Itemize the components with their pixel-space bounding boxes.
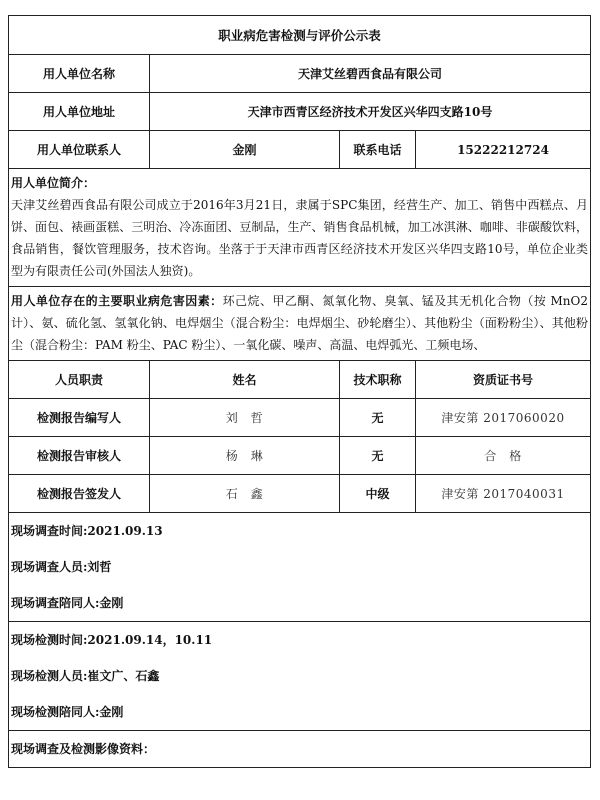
survey-time: 现场调查时间:2021.09.13: [11, 524, 163, 538]
staff-title: 中级: [340, 475, 416, 513]
intro-heading: 用人单位简介：: [11, 176, 96, 190]
staff-name: 杨 琳: [150, 437, 340, 475]
employer-name-label: 用人单位名称: [9, 55, 150, 93]
staff-header-cert: 资质证书号: [416, 361, 591, 399]
disclosure-sheet: [8, 15, 590, 768]
testing-escort: 现场检测陪同人:金刚: [11, 705, 124, 719]
staff-header-name: 姓名: [150, 361, 340, 399]
employer-phone-value: 15222212724: [416, 131, 591, 169]
employer-contact-label: 用人单位联系人: [9, 131, 150, 169]
staff-header-role: 人员职责: [9, 361, 150, 399]
table-row: [9, 475, 591, 513]
table-row: [9, 437, 591, 475]
table-row: [9, 399, 591, 437]
staff-cert: 津安第 2017060020: [416, 399, 591, 437]
employer-name-value: 天津艾丝碧西食品有限公司: [150, 55, 591, 93]
employer-contact-value: 金刚: [150, 131, 340, 169]
disclosure-table: [8, 15, 591, 768]
staff-name: 刘 哲: [150, 399, 340, 437]
survey-staff: 现场调查人员:刘哲: [11, 560, 112, 574]
images-label: 现场调查及检测影像资料：: [11, 742, 156, 756]
page-title: 职业病危害检测与评价公示表: [9, 16, 591, 55]
images-section: [9, 731, 591, 768]
staff-title: 无: [340, 399, 416, 437]
intro-section: [9, 169, 591, 287]
testing-staff: 现场检测人员:崔文广、石鑫: [11, 669, 160, 683]
hazards-text: 环己烷、甲乙酮、氮氧化物、臭氧、锰及其无机化合物（按 MnO2 计）、氨、硫化氢、氢氧化钠、电焊烟尘（混合粉尘：电焊烟尘、砂轮磨尘）、其他粉尘（面粉粉尘）、其他粉尘（混合粉尘：PAM 粉尘、PAC 粉尘）、一氧化碳、噪声、高温、电焊弧光、工频电场、: [11, 294, 589, 352]
staff-role: 检测报告签发人: [9, 475, 150, 513]
employer-address-value: 天津市西青区经济技术开发区兴华四支路10号: [150, 93, 591, 131]
employer-phone-label: 联系电话: [340, 131, 416, 169]
staff-name: 石 鑫: [150, 475, 340, 513]
survey-escort: 现场调查陪同人:金刚: [11, 596, 124, 610]
staff-header-title: 技术职称: [340, 361, 416, 399]
testing-time: 现场检测时间:2021.09.14，10.11: [11, 633, 213, 647]
staff-role: 检测报告审核人: [9, 437, 150, 475]
testing-section: [9, 622, 591, 731]
staff-role: 检测报告编写人: [9, 399, 150, 437]
staff-cert: 合 格: [416, 437, 591, 475]
survey-section: [9, 513, 591, 622]
intro-text: 天津艾丝碧西食品有限公司成立于2016年3月21日，隶属于SPC集团，经营生产、加工、销售中西糕点、月饼、面包、裱画蛋糕、三明治、冷冻面团、豆制品，生产、销售食品机械，加工冰淇淋、咖啡、非碳酸饮料，食品销售，餐饮管理服务，技术咨询。坐落于于天津市西青区经济技术开发区兴华四支路10号，单位企业类型为有限责任公司(外国法人独资)。: [11, 198, 589, 278]
employer-address-label: 用人单位地址: [9, 93, 150, 131]
staff-cert: 津安第 2017040031: [416, 475, 591, 513]
hazards-section: [9, 287, 591, 361]
hazards-label: 用人单位存在的主要职业病危害因素：: [11, 294, 223, 308]
staff-title: 无: [340, 437, 416, 475]
